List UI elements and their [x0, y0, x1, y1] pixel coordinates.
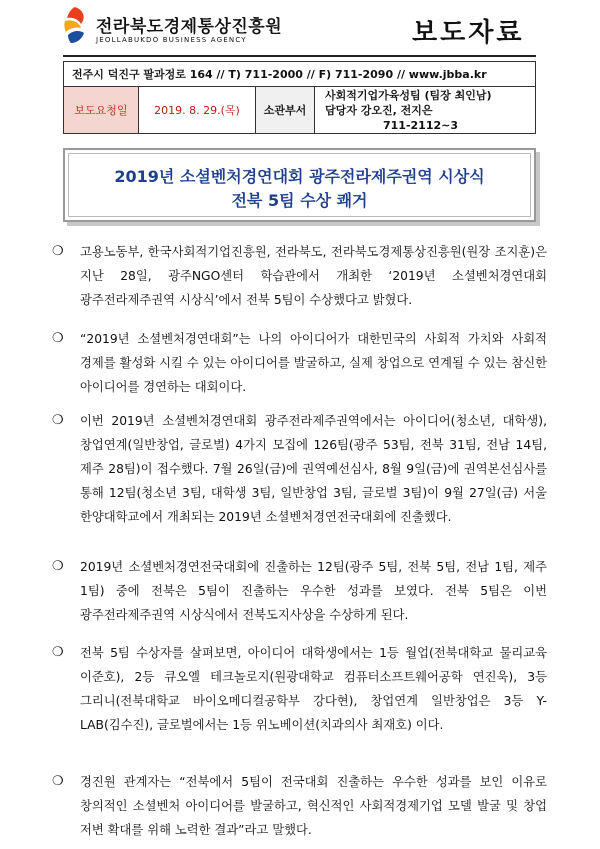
bullet-icon: ❍ [52, 413, 64, 428]
paragraph-2 [52, 327, 547, 399]
headline-box [63, 148, 536, 222]
address-line: 전주시 덕진구 팔과정로 164 // T) 711-2000 // F) 711-2090 // www.jbba.kr [64, 62, 536, 87]
request-date-label: 보도요청일 [64, 87, 139, 134]
paragraph-text: 이번 2019년 소셜벤처경연대회 광주전라제주권역에서는 아이디어(청소년, 대학생), 창업연계(일반창업, 글로벌) 4가지 모집에 126팀(광주 53팀, 전북 31팀, 전남 14팀, 제주 28팀)이 접수했다. 7월 26일(금)에 권역예선심사, 8월 9일(금)에 권역본선심사를 통해 12팀(청소년 3팀, 대학생 3팀, 일반창업 3팀, 글로벌 3팀)이 9월 27일(금) 서울 한양대학교에서 개최되는 2019년 소셜벤처경연전국대회에 진출했다. [80, 414, 547, 524]
paragraph-3 [52, 409, 547, 529]
document-type-title: 보도자료 [412, 18, 525, 48]
bullet-icon: ❍ [52, 645, 64, 660]
department-contact [315, 87, 536, 134]
paragraph-text: 2019년 소셜벤처경연전국대회에 진출하는 12팀(광주 5팀, 전북 5팀, 전남 1팀, 제주 1팀) 중에 전북은 5팀이 진출하는 우수한 성과를 보였다. 전북 5팀은 이번 광주전라제주권역 시상식에서 전북도지사상을 수상하게 된다. [80, 560, 547, 622]
paragraph-1 [52, 240, 547, 312]
info-table [63, 61, 536, 134]
paragraph-6 [52, 770, 547, 842]
request-date-value: 2019. 8. 29.(목) [139, 87, 256, 134]
agency-name: 전라북도경제통상진흥원 [96, 17, 283, 37]
department-label: 소관부서 [256, 87, 315, 134]
bullet-icon: ❍ [52, 774, 64, 789]
contact-person: 담당자 강오진, 전지은 [325, 103, 433, 117]
bullet-icon: ❍ [52, 559, 64, 574]
agency-logo-icon [62, 6, 88, 44]
paragraph-text: 경진원 관계자는 “전북에서 5팀이 전국대회 진출하는 우수한 성과를 보인 이유로 창의적인 소셜벤처 아이디어를 발굴하고, 혁신적인 사회적경제기업 모델 발굴 및 창업 저변 확대를 위해 노력한 결과”라고 말했다. [80, 775, 547, 837]
header [62, 6, 562, 54]
bullet-icon: ❍ [52, 244, 64, 259]
paragraph-text: “2019년 소셜벤처경연대회”는 나의 아이디어가 대한민국의 사회적 가치와 사회적 경제를 활성화 시킬 수 있는 아이디어를 발굴하고, 실제 창업으로 연계될 수 있는 참신한 아이디어를 경연하는 대회이다. [80, 332, 547, 394]
paragraph-text: 전북 5팀 수상자를 살펴보면, 아이디어 대학생에서는 1등 월업(전북대학교 물리교육 이준호), 2등 큐오엘 테크놀로지(원광대학교 컴퓨터소프트웨어공학 연진욱), 3등 그리니(전북대학교 바이오메디컬공학부 강다현), 창업연계 일반창업은 3등 Y-LAB(김수진), 글로벌에서는 1등 위노베이션(치과의사 최재호) 이다. [80, 646, 547, 732]
department-team: 사회적기업가육성팀 (팀장 최인남) [325, 88, 492, 102]
paragraph-text: 고용노동부, 한국사회적기업진흥원, 전라북도, 전라북도경제통상진흥원(원장 조지훈)은 지난 28일, 광주NGO센터 학습관에서 개최한 ‘2019년 소셜벤처경연대회 광주전라제주권역 시상식’에서 전북 5팀이 수상했다고 밝혔다. [80, 245, 547, 307]
bullet-icon: ❍ [52, 331, 64, 346]
headline-line-2: 전북 5팀 수상 쾌거 [231, 191, 368, 210]
agency-english-name: JEOLLABUKDO BUSINESS AGENCY [96, 36, 247, 44]
contact-phone: 711-2112~3 [383, 118, 459, 132]
paragraph-5 [52, 641, 547, 737]
paragraph-4 [52, 555, 547, 627]
headline-line-1: 2019년 소셜벤처경연대회 광주전라제주권역 시상식 [114, 167, 485, 186]
header-divider [63, 55, 536, 57]
